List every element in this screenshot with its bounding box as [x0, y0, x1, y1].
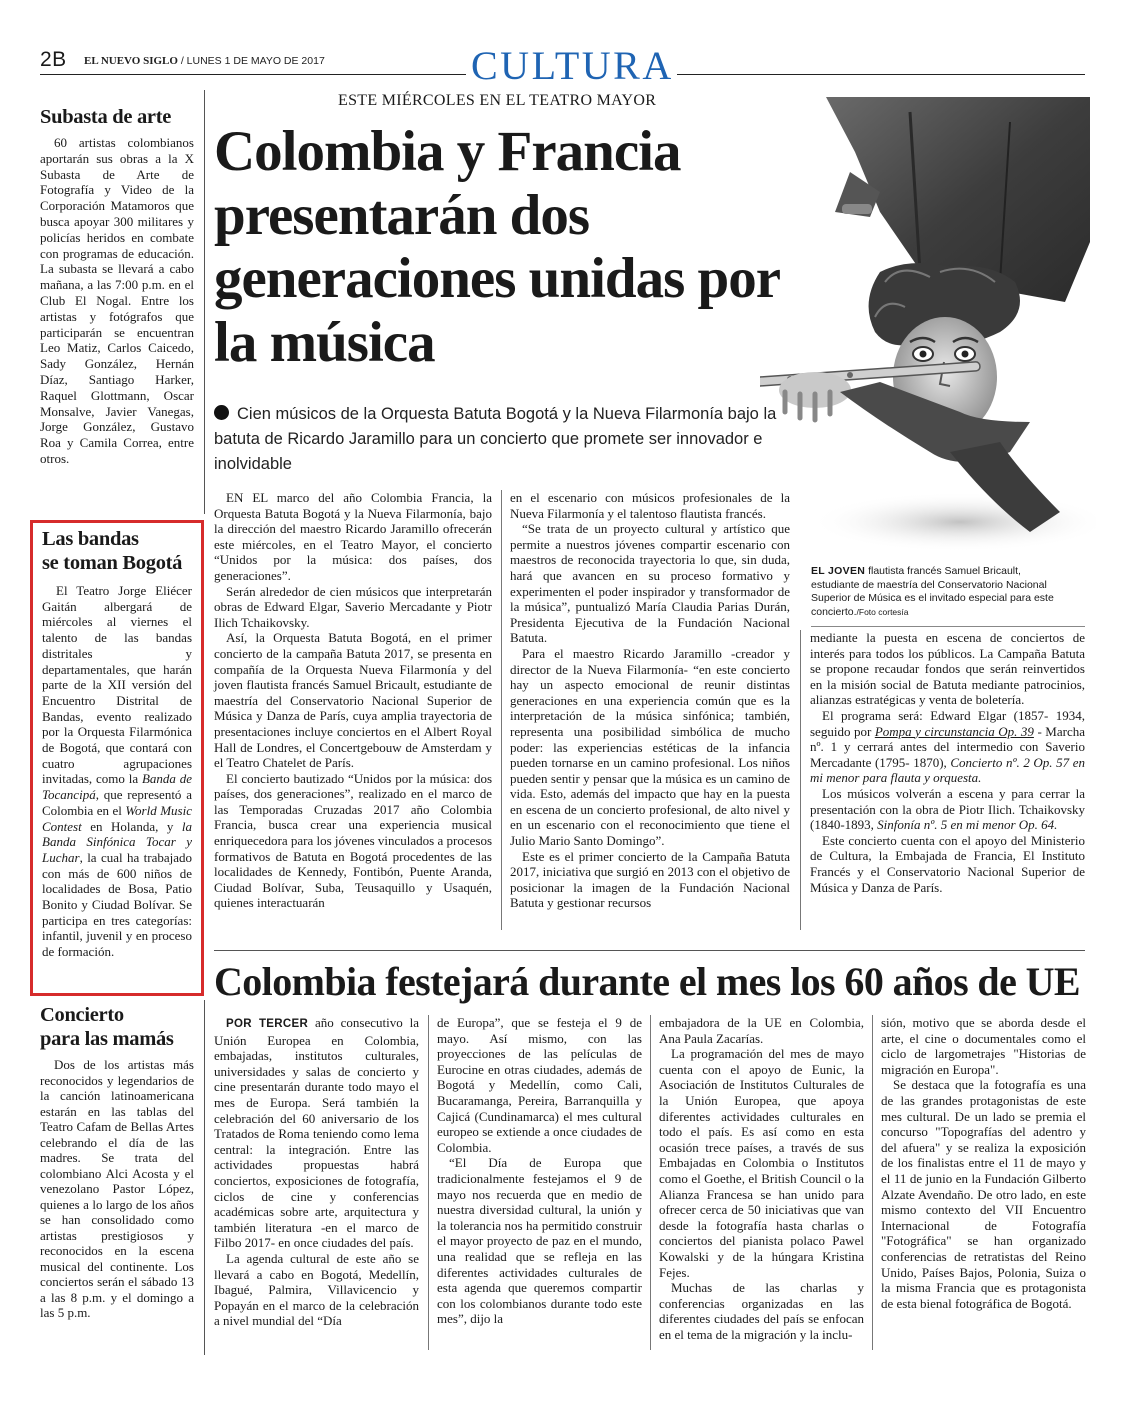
bandas-text-a: El Teatro Jorge Eliécer Gaitán albergará de miércoles al viernes el talento de las bandas distritales y departamentales, que harán parte de la XII versión del Encuentro Distrital de Bandas, evento realizado por la Orquesta Filarmónica de Bogotá, que contará con cuatro agrupaciones invitadas, como la: [42, 583, 192, 787]
bandas-text-c: en Holanda, y: [81, 818, 182, 834]
left-column-divider: [204, 90, 205, 514]
col3-p2-b: - Marcha nº. 1 y cerrará antes del intermedio con Saverio Mercadante (1795- 1870),: [810, 723, 1085, 770]
bandas-italic-3: la Banda Sinfónica Tocar y Luchar: [42, 818, 192, 865]
sidebar-bandas-title-line1: Las bandas: [42, 528, 139, 550]
bandas-text-b: , que representó a Colombia en el: [42, 787, 192, 818]
article2-divider-2: [650, 1015, 651, 1350]
article1-col2-p3: Para el maestro Ricardo Jaramillo -creador y director de la Nueva Filarmonía- “en este concierto hay un aspecto emocional de reunir distintas generaciones en una experiencia común que es la interpretación de la música sinfónica; también, representa una posibilidad simbólica de mucho poder: las experiencias estéticas de la infancia pueden tornarse en un camino profesional. Los niños pueden sentir y pensar que la música es un camino de vida. Esto, además del impacto que hay en la puesta en escena de un concierto profesional, de alto nivel y en un escenario con el reconocimiento que tiene el Julio Mario Santo Domingo”.: [510, 645, 790, 849]
masthead-dateline: [84, 55, 325, 67]
article2-divider-1: [428, 1015, 429, 1350]
sidebar-bandas-text: [42, 583, 192, 960]
caption-text: flautista francés Samuel Bricault, estudiante de maestría del Conservatorio Nacional Superior de Música es el invitado especial para este concierto.: [811, 565, 1054, 618]
caption-rule: [811, 626, 1085, 627]
article2-headline: Colombia festejará durante el mes los 60 años de UE: [214, 959, 1081, 1004]
article2-column-3: [659, 1015, 864, 1342]
article2-col2-p2: “El Día de Europa que tradicionalmente festejamos el 9 de mayo nos recuerda que en medio de nuestra diversidad cultural, la unión y la tolerancia nos ha permitido construir el mayor proyecto de paz en el mundo, una realidad que se refleja en las diferentes actividades culturales de esta agenda que queremos compartir con los colombianos durante todo este mes”, dijo la: [437, 1155, 642, 1327]
photo-caption: [811, 565, 1071, 619]
article1-col1-p1: EN EL marco del año Colombia Francia, la Orquesta Batuta Bogotá y la Nueva Filarmonía, bajo la dirección del maestro Ricardo Jaramillo ofrecerán este miércoles, en el Teatro Mayor, el concierto “Unidos por la música: dos países, dos generaciones”.: [214, 490, 492, 583]
sidebar-concierto-title-line2: para las mamás: [40, 1028, 174, 1050]
article2-col4-p1: sión, motivo que se aborda desde el arte, el cine o documentales como el ciclo de largometrajes "Historias de migración en Europa".: [881, 1015, 1086, 1077]
article2-col3-p1: embajadora de la UE en Colombia, Ana Paula Zacarías.: [659, 1015, 864, 1046]
article-deck: [214, 402, 794, 477]
article2-column-2: [437, 1015, 642, 1327]
header-rule-left: [40, 74, 466, 75]
article1-col1-p4: El concierto bautizado “Unidos por la música: dos países, dos generaciones”, realizado en el marco de las Temporadas Cruzadas 2017 año Colombia Francia, busca crear una experiencia musical enriquecedora para los jóvenes vinculados a procesos formativos de Batuta en Bogotá procedentes de las localidades de Kennedy, Fontibón, Puente Aranda, Ciudad Bolívar, Suba, Teusaquillo y Usaquén, quienes interactuarán: [214, 770, 492, 911]
article1-col1-p2: Serán alrededor de cien músicos que interpretarán obras de Edward Elgar, Saverio Mercadante y Piotr Ilich Tchaikovsky.: [214, 583, 492, 630]
sidebar-bandas-title: [42, 527, 192, 575]
sidebar-subasta: [40, 105, 194, 467]
article1-divider-2: [800, 630, 801, 930]
article1-col2-p4: Este es el primer concierto de la Campaña Batuta 2017, iniciativa que surgió en 2013 con el objetivo de posicionar la imagen de la Fundación Nacional Batuta y gestionar recursos: [510, 848, 790, 911]
article-headline: Colombia y Francia presentarán dos generaciones unidas por la música: [214, 120, 780, 374]
article-kicker: ESTE MIÉRCOLES EN EL TEATRO MAYOR: [338, 92, 657, 109]
article2-col3-p2: La programación del mes de mayo cuenta con el apoyo de Eunic, la Asociación de Institutos Culturales de la Unión Europea, que apoya diferentes actividades culturales en todo el país. Es así como en esta ocasión trece países, a través de sus Embajadas en Colombia o Institutos como el Goethe, el British Council o la Alianza Francesa se han unido para ofrecer cerca de 50 iniciativas que van desde la fotografía hasta charlas o conciertos del pianista polaco Pawel Kowalski y de la húngara Kristina Fejes.: [659, 1046, 864, 1280]
article2-col2-p1: de Europa”, que se festeja el 9 de mayo. Así mismo, con las proyecciones de las películas de Eurocine en otras ciudades, además de Bogotá y Medellín, como Cali, Bucaramanga, Pereira, Barranquilla y Cajicá (Cundinamarca) el mes cultural europeo se extiende a once ciudades de Colombia.: [437, 1015, 642, 1155]
article1-col2-p1: en el escenario con músicos profesionales de la Nueva Filarmonía y el talentoso flautista francés.: [510, 490, 790, 521]
col3-p2-italic-1: Pompa y circunstancia Op. 39: [874, 723, 1034, 739]
article1-col3-p1: mediante la puesta en escena de conciertos de interés para todos los públicos. La Campaña Batuta se propone recaudar fondos que serán reinvertidos en la misión social de Batuta mediante patrocinios, alianzas estratégicas y venta de boletería.: [810, 630, 1085, 708]
article2-column-4: [881, 1015, 1086, 1311]
sidebar-concierto-title-line1: Concierto: [40, 1004, 124, 1026]
sidebar-concierto-text: Dos de los artistas más reconocidos y legendarios de la canción latinoamericana estarán en las tablas del Teatro Cafam de Bellas Artes celebrando el día de las madres. Se trata del colombiano Alci Acosta y el venezolano Pastor López, quienes a lo largo de los años se han consolidado como artistas prestigiosos y reconocidos en la escena musical del continente. Los conciertos serán el sábado 13 a las 8 p.m. y el domingo a las 5 p.m.: [40, 1057, 194, 1320]
issue-date: / LUNES 1 DE MAYO DE 2017: [177, 55, 325, 67]
article1-col3-p4: Este concierto cuenta con el apoyo del Ministerio de Cultura, la Embajada de Francia, El Instituto Francés y el Conservatorio Nacional Superior de Música y Danza de París.: [810, 832, 1085, 895]
article1-col1-p3: Así, la Orquesta Batuta Bogotá, en el primer concierto de la campaña Batuta 2017, se presenta en compañía de la Orquesta Nueva Filarmonía y del joven flautista francés Samuel Bricault, estudiante de maestría del Conservatorio Nacional Superior de Música y Danza de París, cuya amplia trayectoria de presentaciones incluye conciertos en el Albert Royal Hall de Londres, el Concertgebouw de Amsterdam y el Teatro Chatelet de París.: [214, 630, 492, 771]
caption-credit: /Foto cortesía: [856, 606, 909, 617]
sidebar-subasta-text: 60 artistas colombianos aportarán sus obras a la X Subasta de Arte de Fotografía y Video de la Corporación Matamoros que busca apoyar 300 militares y policías heridos en combate con programas de educación. La subasta se llevará a cabo mañana, a las 7:00 p.m. en el Club El Nogal. Entre los artistas y fotógrafos que participarán se encuentran Leo Matiz, Carlos Caicedo, Sady González, Hernán Díaz, Santiago Harker, Raquel Glottmann, Oscar Monsalve, Javier Vanegas, Jorge González, Gustavo Roa y Camila Correa, entre otros.: [40, 135, 194, 466]
article2-col4-p2: Se destaca que la fotografía es una de las grandes protagonistas de este mes cultural. De un lado se premia el concurso "Topografías del adentro y del afuera" y se realiza la exposición de los finalistas entre el 11 de mayo y el 11 de junio en la Fundación Gilberto Alzate Avendaño. De otro lado, en este mismo contexto del VII Encuentro Internacional de Fotografía "Fotográfica" se han organizado conferencias de retratistas del Reino Unido, Países Bajos, Polonia, Suiza o la misma Francia que es protagonista de esta bienal fotográfica de Bogotá.: [881, 1077, 1086, 1311]
newspaper-name: EL NUEVO SIGLO: [84, 55, 178, 67]
article2-lead-caps: POR TERCER: [226, 1018, 309, 1030]
sidebar-bandas-title-line2: se toman Bogotá: [42, 552, 183, 574]
header-rule-right: [677, 74, 1085, 75]
article1-column-1: [214, 490, 492, 911]
article2-column-1: [214, 1015, 419, 1329]
bandas-text-d: , la cual ha trabajado con más de 600 niños de localidades de Bosa, Patio Bonito y Ciudad Bolívar. Se participa en tres categorías: infantil, juvenil y en proceso de formación.: [42, 849, 192, 960]
article2-col1-p2: La agenda cultural de este año se llevará a cabo en Bogotá, Medellín, Ibagué, Palmira, Villavicencio y Popayán en el marco de la celebración a nivel mundial del “Día: [214, 1250, 419, 1329]
col3-p2-italic-2: Concierto nº. 2 Op. 57 en mi menor para flauta y orquesta.: [810, 754, 1085, 786]
bullet-icon: [214, 405, 229, 420]
article1-divider-1: [501, 490, 502, 930]
article1-column-3: [810, 630, 1085, 895]
flautist-photo: [760, 92, 1096, 562]
col3-p3-a: Los músicos volverán a escena y para cerrar la presentación con la obra de Piotr Ilich. Tchaikovsky (1840-1893,: [810, 785, 1085, 833]
left-column-divider-lower: [204, 1000, 205, 1355]
caption-lead: EL JOVEN: [811, 565, 866, 577]
article-deck-text: Cien músicos de la Orquesta Batuta Bogotá y la Nueva Filarmonía bajo la batuta de Ricardo Jaramillo para un concierto que promete ser innovador e inolvidable: [214, 405, 777, 473]
article2-col1-p1-text: año consecutivo la Unión Europea en Colombia, embajadas, institutos culturales, universidades y salas de concierto y cine presentarán durante todo mayo el mes de Europa. Será también la celebración del 60 aniversario de los Tratados de Roma teniendo como lema central: la integración. Entre las actividades propuestas habrá conciertos, exposiciones de fotografía, ciclos de cine y conferencias académicas sobre arte, arquitectura y también literatura -en el marco de Filbo 2017- en once ciudades del país.: [214, 1015, 419, 1251]
sidebar-concierto-title: [40, 1003, 194, 1051]
article2-col1-p1: [214, 1015, 419, 1251]
article1-col2-p2: “Se trata de un proyecto cultural y artístico que permite a nuestros jóvenes compartir escenario con maestros de reconocida trayectoria lo que, sin duda, hará que avancen en su proceso formativo y experimenten el poder inspirador y transformador de la música”, puntualizó María Claudia Parias Durán, Presidenta Ejecutiva de la Fundación Nacional Batuta.: [510, 521, 790, 646]
article2-col3-p3: Muchas de las charlas y conferencias organizadas en las diferentes ciudades del país se enfocan en el tema de la migración y la inclu-: [659, 1280, 864, 1342]
section-title: CULTURA: [471, 43, 674, 88]
page-number: 2B: [40, 48, 67, 71]
sidebar-concierto: [40, 1003, 194, 1321]
article1-column-2: [510, 490, 790, 911]
article2-divider-3: [872, 1015, 873, 1350]
article1-col3-p3: [810, 786, 1085, 833]
sidebar-subasta-title: Subasta de arte: [40, 106, 172, 128]
bandas-italic-1: Banda de Tocancipá: [42, 771, 192, 803]
sidebar-bandas-box: [30, 520, 204, 996]
bandas-italic-2: World Music Contest: [42, 802, 192, 834]
article2-top-rule: [214, 950, 1085, 951]
article1-col3-p2: [810, 708, 1085, 786]
col3-p2-a: El programa será: Edward Elgar (1857- 1934, seguido por: [810, 707, 1085, 739]
col3-p3-italic: Sinfonía nº. 5 en mi menor Op. 64.: [877, 817, 1058, 833]
